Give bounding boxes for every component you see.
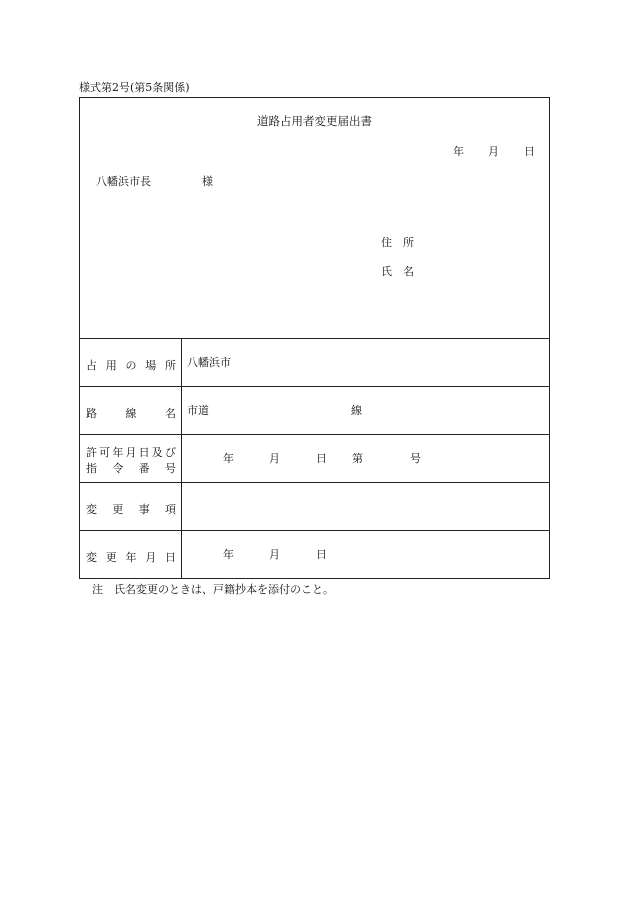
- divider-line: [80, 386, 549, 387]
- applicant-address-label: 住 所: [381, 236, 414, 249]
- divider-line: [80, 482, 549, 483]
- location-label: 占 用 の 場 所: [86, 359, 176, 372]
- change-day-label: 日: [316, 548, 327, 561]
- applicant-name-label: 氏 名: [381, 265, 414, 278]
- permit-label-line1: 許 可 年 月 日 及 び: [86, 446, 176, 459]
- footnote: 注 氏名変更のときは、戸籍抄本を添付のこと。: [92, 583, 334, 596]
- route-prefix: 市道: [187, 404, 209, 417]
- permit-number-prefix: 第: [352, 452, 363, 465]
- change-date-label: 変 更 年 月 日: [86, 551, 176, 564]
- permit-month-label: 月: [269, 452, 280, 465]
- date-month-label: 月: [488, 145, 499, 158]
- divider-line: [80, 338, 549, 339]
- form-number-label: 様式第2号(第5条関係): [79, 81, 190, 94]
- location-value: 八幡浜市: [187, 356, 231, 369]
- application-form: [79, 97, 550, 579]
- permit-day-label: 日: [316, 452, 327, 465]
- permit-label-line2: 指 令 番 号: [86, 462, 176, 475]
- form-title: 道路占用者変更届出書: [257, 114, 372, 128]
- permit-year-label: 年: [223, 452, 234, 465]
- divider-line: [80, 530, 549, 531]
- route-suffix: 線: [351, 404, 362, 417]
- change-items-label: 変 更 事 項: [86, 503, 176, 516]
- date-year-label: 年: [453, 145, 464, 158]
- permit-number-suffix: 号: [410, 452, 421, 465]
- addressee: 八幡浜市長: [96, 175, 151, 188]
- route-label: 路 線 名: [86, 407, 176, 420]
- column-divider: [181, 339, 182, 578]
- change-year-label: 年: [223, 548, 234, 561]
- date-day-label: 日: [524, 145, 535, 158]
- honorific: 様: [202, 175, 213, 188]
- divider-line: [80, 434, 549, 435]
- change-month-label: 月: [269, 548, 280, 561]
